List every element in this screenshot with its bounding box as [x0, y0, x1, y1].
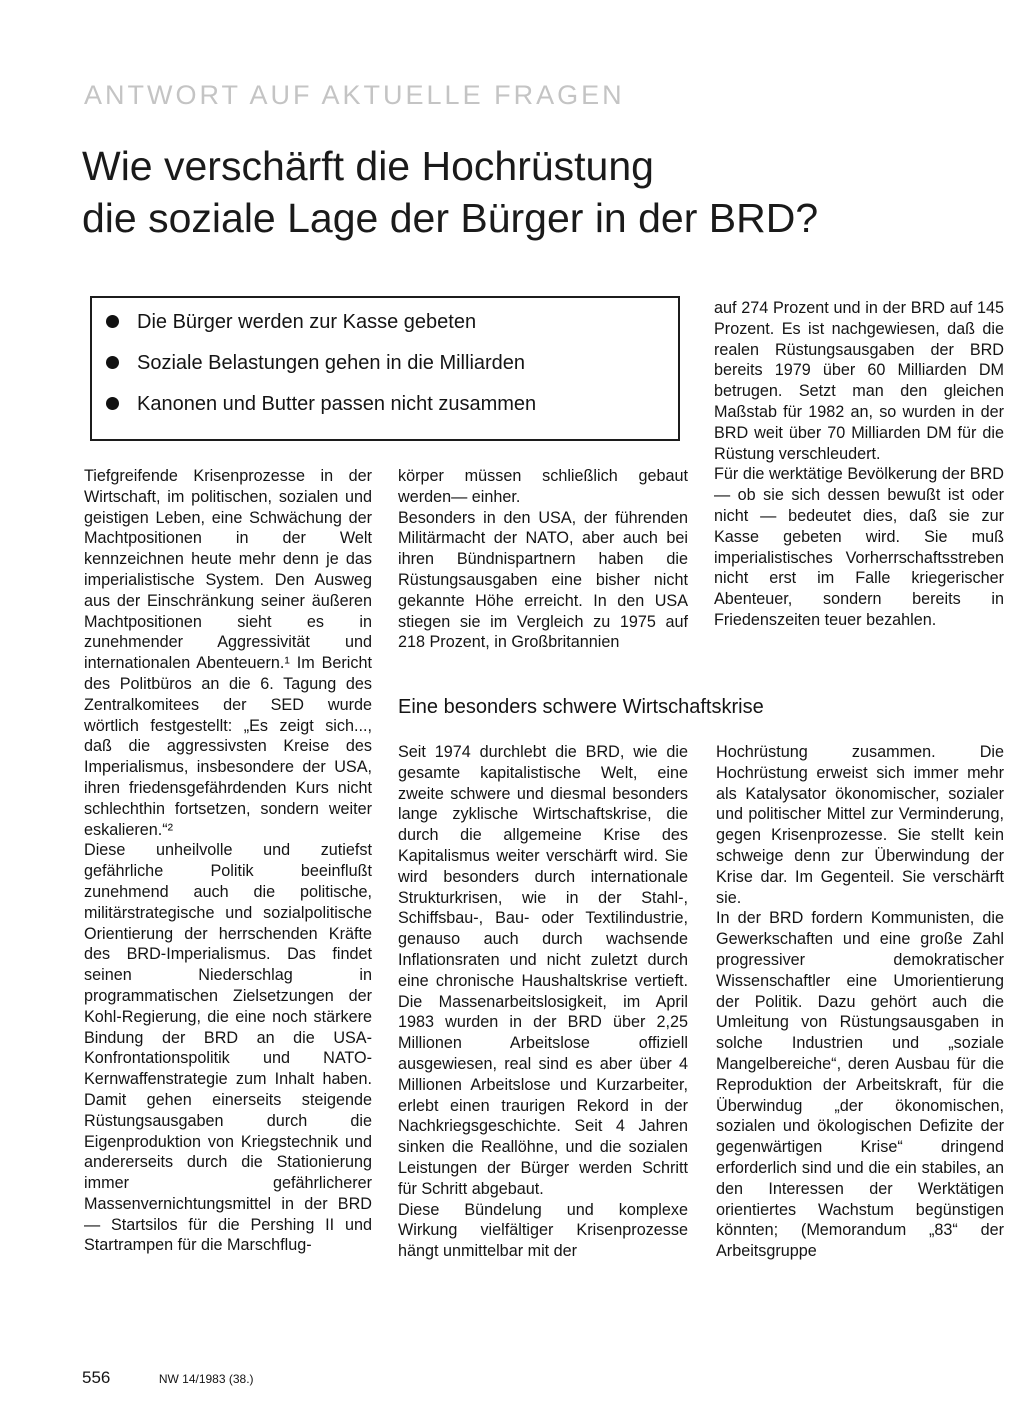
paragraph: auf 274 Prozent und in der BRD auf 145 Prozent. Es ist nachgewiesen, daß die realen Rüstungsausgaben der BRD bereits 1979 über 60 Milliarden DM betrugen. Setzt man den gleichen Maßstab für 1982 an, so wurden in der BRD weit über 70 Milliarden DM für die Rüstung verschleudert. — [714, 299, 1004, 463]
bullet-icon — [106, 356, 119, 369]
column-middle-bottom — [398, 742, 688, 1262]
summary-box — [90, 296, 680, 441]
paragraph: körper müssen schließlich gebaut werden— einher. — [398, 467, 688, 506]
summary-item-text: Soziale Belastungen gehen in die Milliarden — [137, 352, 526, 374]
paragraph: Für die werktätige Bevölkerung der BRD — ob sie sich dessen bewußt ist oder nicht — bedeutet dies, daß sie zur Kasse gebeten wird. Sie muß imperialistisches Vorherrschaftsstreben nicht erst im Falle kriegerischer Abenteuer, sondern bereits in Friedenszeiten teuer bezahlen. — [714, 465, 1004, 629]
bullet-icon — [106, 397, 119, 410]
column-right-top — [714, 298, 1004, 631]
summary-item — [106, 351, 536, 392]
title-line-1: Wie verschärft die Hochrüstung — [82, 143, 654, 189]
paragraph: Diese unheilvolle und zutiefst gefährliche Politik beeinflußt zunehmend auch die politische, militärstrategische und sozialpolitische Orientierung der herrschenden Kräfte des BRD-Imperialismus. Das findet seinen Niederschlag in programmatischen Zielsetzungen der Kohl-Regierung, die eine noch stärkere Bindung der BRD an die USA-Konfrontationspolitik und NATO-Kernwaffenstrategie zum Inhalt haben. Damit gehen einerseits steigende Rüstungsausgaben durch die Eigenproduktion von Kriegstechnik und andererseits durch die Stationierung immer gefährlicherer Massenvernichtungsmittel in der BRD — Startsilos für die Pershing II und Startrampen für die Marschflug- — [84, 841, 372, 1255]
summary-item — [106, 392, 536, 433]
bullet-icon — [106, 315, 119, 328]
article-title — [82, 140, 962, 244]
page-number: 556 — [82, 1368, 111, 1387]
paragraph: Diese Bündelung und komplexe Wirkung vielfältiger Krisenprozesse hängt unmittelbar mit der — [398, 1200, 688, 1261]
paragraph: Hochrüstung zusammen. Die Hochrüstung erweist sich immer mehr als Katalysator ökonomischer, sozialer und politischer Mittel zur Verminderung, gegen Krisenprozesse. Sie stellt kein schweige denn zur Überwindung der Krise dar. Im Gegenteil. Sie verschärft sie. — [716, 743, 1004, 907]
paragraph: Besonders in den USA, der führenden Militärmacht der NATO, aber auch bei ihren Bündnispartnern haben die Rüstungsausgaben eine bisher nicht gekannte Höhe erreicht. In den USA stiegen sie im Vergleich zu 1975 auf 218 Prozent, in Großbritannien — [398, 508, 688, 652]
paragraph: Seit 1974 durchlebt die BRD, wie die gesamte kapitalistische Welt, eine zweite schwere und diesmal besonders lange zyklische Wirtschaftskrise, die durch die allgemeine Krise des Kapitalismus weiter verschärft wird. Sie wird besonders durch internationale Strukturkrisen, wie in der Stahl-, Schiffsbau-, Bau- oder Textilindustrie, genauso auch durch wachsende Inflationsraten und nicht zuletzt durch eine chronische Haushaltskrise vertieft. Die Massenarbeitslosigkeit, im April 1983 wurden in der BRD über 2,25 Millionen Arbeitslose offiziell ausgewiesen, real sind es aber über 4 Millionen Arbeitslose und Kurzarbeiter, erlebt einen traurigen Rekord in der Nachkriegsgeschichte. Seit 4 Jahren sinken die Reallöhne, und die sozialen Leistungen der Bürger werden Schritt für Schritt abgebaut. — [398, 743, 688, 1198]
column-middle-top — [398, 466, 688, 653]
paragraph: Tiefgreifende Krisenprozesse in der Wirtschaft, im politischen, sozialen und geistigen Leben, eine Schwächung der Machtpositionen in der Welt kennzeichnen heute mehr denn je das imperialistische System. Den Ausweg aus der Einschränkung seiner äußeren Machtpositionen sieht es in zunehmender Aggressivität und internationalen Abenteuern.¹ Im Bericht des Politbüros an die 6. Tagung des Zentralkomitees der SED wurde wörtlich festgestellt: „Es zeigt sich..., daß die aggressivsten Kreise des Imperialismus, insbesondere der USA, ihren friedensgefährdenden Kurs nicht schlechthin fortsetzen, sondern weiter eskalieren.“² — [84, 467, 372, 839]
summary-item — [106, 310, 536, 351]
title-line-2: die soziale Lage der Bürger in der BRD? — [82, 195, 819, 241]
column-left — [84, 466, 372, 1256]
section-heading: Eine besonders schwere Wirtschaftskrise — [398, 696, 764, 718]
paragraph: In der BRD fordern Kommunisten, die Gewerkschaften und eine große Zahl progressiver demokratischer Wissenschaftler eine Umorientierung der Politik. Dazu gehört auch die Umleitung von Rüstungsausgaben in solche Industrien und „soziale Mangelbereiche“, deren Ausbau für die Reproduktion der Arbeitskraft, für die Überwindug „der ökonomischen, sozialen und ökologischen Defizite der gegenwärtigen Krise“ dringend erforderlich sind und die ein stabiles, an den Interessen der Werktätigen orientiertes Wachstum begünstigen könnten; (Memorandum „83“ der Arbeitsgruppe — [716, 909, 1004, 1261]
section-kicker: ANTWORT AUF AKTUELLE FRAGEN — [84, 80, 625, 110]
issue-reference: NW 14/1983 (38.) — [158, 1372, 254, 1386]
summary-list — [106, 310, 536, 433]
page-footer — [82, 1368, 254, 1388]
summary-item-text: Kanonen und Butter passen nicht zusammen — [137, 393, 537, 415]
column-right-bottom — [716, 742, 1004, 1262]
summary-item-text: Die Bürger werden zur Kasse gebeten — [137, 311, 477, 333]
